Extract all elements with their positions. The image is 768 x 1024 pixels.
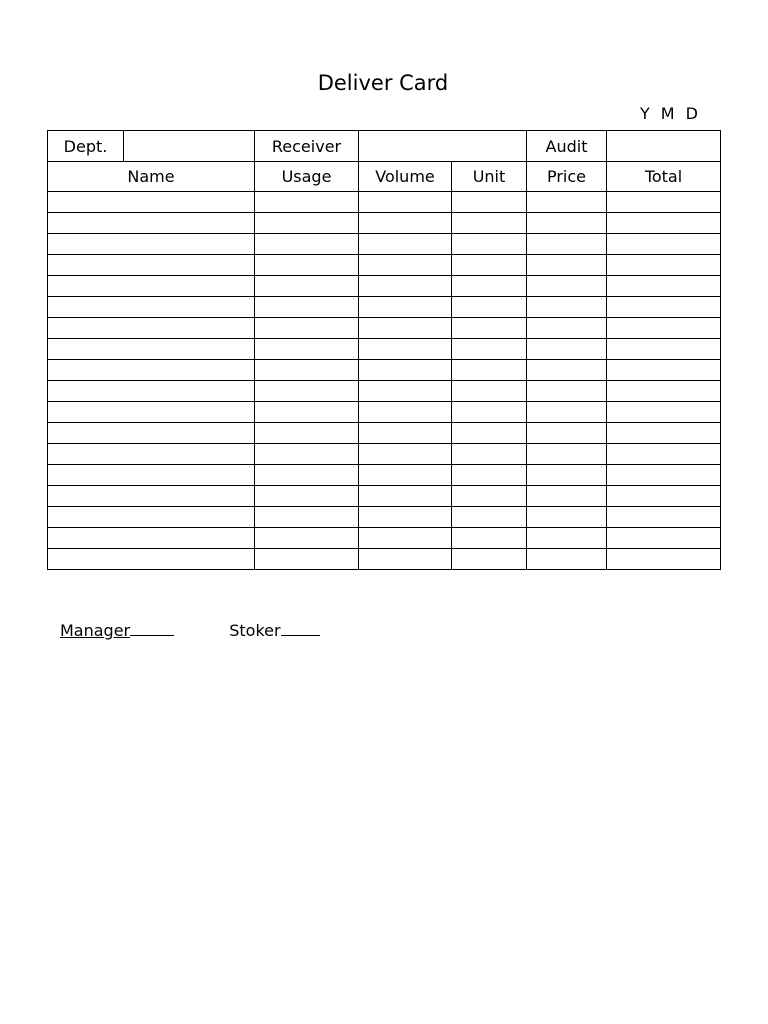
table-row [48, 402, 721, 423]
cell-usage[interactable] [255, 339, 359, 360]
cell-usage[interactable] [255, 402, 359, 423]
table-row [48, 276, 721, 297]
cell-unit[interactable] [452, 402, 527, 423]
cell-usage[interactable] [255, 486, 359, 507]
cell-unit[interactable] [452, 528, 527, 549]
cell-unit[interactable] [452, 486, 527, 507]
page-title: Deliver Card [317, 71, 449, 95]
cell-price[interactable] [527, 507, 607, 528]
table-row [48, 381, 721, 402]
cell-price[interactable] [527, 276, 607, 297]
manager-signature-line[interactable] [130, 619, 174, 636]
column-header-unit: Unit [452, 162, 527, 192]
cell-unit[interactable] [452, 465, 527, 486]
receiver-label: Receiver [255, 131, 359, 162]
cell-volume[interactable] [359, 528, 452, 549]
cell-usage[interactable] [255, 255, 359, 276]
cell-name[interactable] [48, 444, 255, 465]
cell-name[interactable] [48, 528, 255, 549]
stoker-signature [229, 619, 319, 642]
table-row [48, 423, 721, 444]
audit-field[interactable] [607, 131, 721, 162]
cell-usage[interactable] [255, 528, 359, 549]
cell-total[interactable] [607, 255, 721, 276]
cell-volume[interactable] [359, 423, 452, 444]
cell-total[interactable] [607, 402, 721, 423]
cell-usage[interactable] [255, 549, 359, 570]
cell-unit[interactable] [452, 423, 527, 444]
cell-price[interactable] [527, 549, 607, 570]
cell-name[interactable] [48, 192, 255, 213]
cell-total[interactable] [607, 507, 721, 528]
dept-label: Dept. [48, 131, 124, 162]
cell-unit[interactable] [452, 360, 527, 381]
table-row [48, 360, 721, 381]
cell-usage[interactable] [255, 276, 359, 297]
cell-volume[interactable] [359, 444, 452, 465]
cell-total[interactable] [607, 486, 721, 507]
cell-price[interactable] [527, 339, 607, 360]
cell-usage[interactable] [255, 444, 359, 465]
cell-price[interactable] [527, 423, 607, 444]
table-row [48, 465, 721, 486]
cell-price[interactable] [527, 192, 607, 213]
cell-total[interactable] [607, 234, 721, 255]
cell-name[interactable] [48, 465, 255, 486]
date-line [640, 103, 720, 125]
cell-total[interactable] [607, 549, 721, 570]
cell-usage[interactable] [255, 234, 359, 255]
cell-usage[interactable] [255, 465, 359, 486]
cell-name[interactable] [48, 213, 255, 234]
table-row [48, 234, 721, 255]
column-header-row [48, 162, 721, 192]
cell-name[interactable] [48, 402, 255, 423]
cell-unit[interactable] [452, 255, 527, 276]
cell-name[interactable] [48, 234, 255, 255]
table-row [48, 213, 721, 234]
cell-unit[interactable] [452, 444, 527, 465]
cell-unit[interactable] [452, 549, 527, 570]
cell-unit[interactable] [452, 276, 527, 297]
column-header-price: Price [527, 162, 607, 192]
cell-price[interactable] [527, 297, 607, 318]
cell-volume[interactable] [359, 465, 452, 486]
cell-total[interactable] [607, 528, 721, 549]
audit-label: Audit [527, 131, 607, 162]
cell-volume[interactable] [359, 360, 452, 381]
table-row [48, 339, 721, 360]
cell-total[interactable] [607, 192, 721, 213]
cell-volume[interactable] [359, 192, 452, 213]
cell-usage[interactable] [255, 213, 359, 234]
cell-volume[interactable] [359, 402, 452, 423]
cell-total[interactable] [607, 381, 721, 402]
stoker-signature-line[interactable] [281, 619, 320, 636]
manager-signature [60, 619, 174, 642]
column-header-volume: Volume [359, 162, 452, 192]
date-year: Y [640, 104, 650, 123]
cell-volume[interactable] [359, 549, 452, 570]
cell-usage[interactable] [255, 360, 359, 381]
cell-unit[interactable] [452, 192, 527, 213]
cell-name[interactable] [48, 360, 255, 381]
cell-price[interactable] [527, 486, 607, 507]
date-day: D [685, 104, 698, 123]
cell-unit[interactable] [452, 507, 527, 528]
cell-total[interactable] [607, 297, 721, 318]
cell-volume[interactable] [359, 381, 452, 402]
table-row [48, 528, 721, 549]
table-row [48, 297, 721, 318]
cell-usage[interactable] [255, 318, 359, 339]
table-row [48, 507, 721, 528]
cell-volume[interactable] [359, 255, 452, 276]
manager-label: Manager [60, 621, 131, 640]
cell-name[interactable] [48, 381, 255, 402]
table-row [48, 549, 721, 570]
cell-unit[interactable] [452, 318, 527, 339]
cell-volume[interactable] [359, 297, 452, 318]
cell-volume[interactable] [359, 486, 452, 507]
date-month: M [660, 104, 675, 123]
cell-price[interactable] [527, 402, 607, 423]
cell-price[interactable] [527, 444, 607, 465]
info-row [48, 131, 721, 162]
cell-price[interactable] [527, 465, 607, 486]
cell-unit[interactable] [452, 297, 527, 318]
signature-area [60, 619, 320, 642]
cell-total[interactable] [607, 465, 721, 486]
cell-name[interactable] [48, 507, 255, 528]
cell-usage[interactable] [255, 297, 359, 318]
column-header-total: Total [607, 162, 721, 192]
cell-price[interactable] [527, 360, 607, 381]
cell-usage[interactable] [255, 423, 359, 444]
column-header-usage: Usage [255, 162, 359, 192]
column-header-name: Name [48, 162, 255, 192]
table-row [48, 486, 721, 507]
cell-volume[interactable] [359, 318, 452, 339]
stoker-label: Stoker [229, 621, 281, 640]
table-row [48, 255, 721, 276]
cell-name[interactable] [48, 423, 255, 444]
cell-total[interactable] [607, 276, 721, 297]
cell-price[interactable] [527, 318, 607, 339]
receiver-field[interactable] [359, 131, 527, 162]
cell-total[interactable] [607, 339, 721, 360]
table-row [48, 318, 721, 339]
cell-unit[interactable] [452, 339, 527, 360]
cell-price[interactable] [527, 234, 607, 255]
cell-usage[interactable] [255, 192, 359, 213]
dept-field[interactable] [124, 131, 255, 162]
cell-usage[interactable] [255, 507, 359, 528]
cell-unit[interactable] [452, 381, 527, 402]
cell-usage[interactable] [255, 381, 359, 402]
cell-name[interactable] [48, 276, 255, 297]
item-rows [48, 192, 721, 570]
cell-total[interactable] [607, 423, 721, 444]
cell-name[interactable] [48, 318, 255, 339]
cell-name[interactable] [48, 549, 255, 570]
table-row [48, 192, 721, 213]
table-row [48, 444, 721, 465]
cell-name[interactable] [48, 339, 255, 360]
cell-price[interactable] [527, 255, 607, 276]
cell-unit[interactable] [452, 213, 527, 234]
cell-price[interactable] [527, 213, 607, 234]
cell-total[interactable] [607, 360, 721, 381]
cell-total[interactable] [607, 213, 721, 234]
cell-price[interactable] [527, 381, 607, 402]
cell-volume[interactable] [359, 213, 452, 234]
cell-name[interactable] [48, 297, 255, 318]
cell-volume[interactable] [359, 339, 452, 360]
cell-volume[interactable] [359, 507, 452, 528]
cell-name[interactable] [48, 486, 255, 507]
cell-volume[interactable] [359, 234, 452, 255]
cell-total[interactable] [607, 318, 721, 339]
cell-price[interactable] [527, 528, 607, 549]
cell-name[interactable] [48, 255, 255, 276]
cell-total[interactable] [607, 444, 721, 465]
cell-unit[interactable] [452, 234, 527, 255]
deliver-card-table [47, 130, 721, 570]
cell-volume[interactable] [359, 276, 452, 297]
